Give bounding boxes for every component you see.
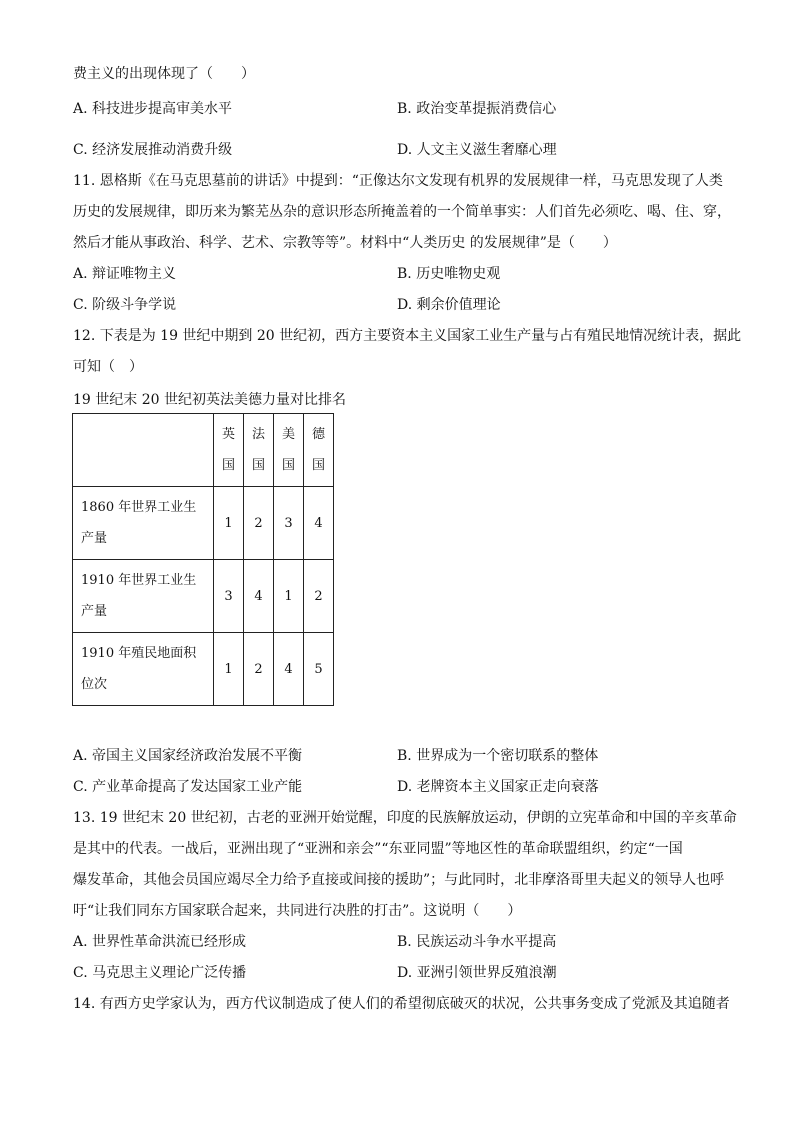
table-col-header: 德 国 <box>304 414 334 487</box>
q13-option-b[interactable]: B. 民族运动斗争水平提高 <box>397 934 557 950</box>
q12-option-d[interactable]: D. 老牌资本主义国家正走向衰落 <box>397 779 599 795</box>
table-row <box>73 560 334 633</box>
q13-option-a[interactable]: A. 世界性革命洪流已经形成 <box>73 934 247 950</box>
q10-option-c[interactable]: C. 经济发展推动消费升级 <box>73 142 233 158</box>
table-cell: 4 <box>274 633 304 706</box>
q11-stem-line-3: 然后才能从事政治、科学、艺术、宗教等等”。材料中“人类历史 的发展规律”是（ ） <box>73 235 617 251</box>
table-cell: 3 <box>274 487 304 560</box>
table-cell: 1 <box>214 487 244 560</box>
q12-option-b[interactable]: B. 世界成为一个密切联系的整体 <box>397 748 599 764</box>
q11-stem-line-1: 11. 恩格斯《在马克思墓前的讲话》中提到：“正像达尔文发现有机界的发展规律一样，马克思发现了人类 <box>73 173 723 189</box>
q11-option-a[interactable]: A. 辩证唯物主义 <box>73 266 177 282</box>
q13-stem-line-4: 吁“让我们同东方国家联合起来，共同进行决胜的打击”。这说明（ ） <box>73 903 522 919</box>
q10-stem-tail: 费主义的出现体现了（ ） <box>73 66 255 82</box>
table-cell: 4 <box>304 487 334 560</box>
q11-option-b[interactable]: B. 历史唯物史观 <box>397 266 501 282</box>
q11-option-d[interactable]: D. 剩余价值理论 <box>397 297 501 313</box>
table-col-header: 法 国 <box>244 414 274 487</box>
ranking-table <box>72 413 334 706</box>
table-cell: 1 <box>274 560 304 633</box>
q12-option-c[interactable]: C. 产业革命提高了发达国家工业产能 <box>73 779 303 795</box>
q12-stem-line-2: 可知（ ） <box>73 359 143 375</box>
q13-stem-line-2: 是其中的代表。一战后，亚洲出现了“亚洲和亲会”“东亚同盟”等地区性的革命联盟组织，约定“一国 <box>73 841 683 857</box>
q14-stem-line-1: 14. 有西方史学家认为，西方代议制造成了使人们的希望彻底破灭的状况，公共事务变成了党派及其追随者 <box>73 996 730 1012</box>
table-cell: 2 <box>304 560 334 633</box>
q13-option-c[interactable]: C. 马克思主义理论广泛传播 <box>73 965 247 981</box>
q11-stem-line-2: 历史的发展规律，即历来为繁芜丛杂的意识形态所掩盖着的一个简单事实：人们首先必须吃、喝、住、穿， <box>73 204 731 220</box>
q11-option-c[interactable]: C. 阶级斗争学说 <box>73 297 177 313</box>
q10-option-d[interactable]: D. 人文主义滋生奢靡心理 <box>397 142 557 158</box>
table-cell: 2 <box>244 487 274 560</box>
q13-stem-line-1: 13. 19 世纪末 20 世纪初，古老的亚洲开始觉醒，印度的民族解放运动，伊朗的立宪革命和中国的辛亥革命 <box>73 810 737 826</box>
table-cell: 1 <box>214 633 244 706</box>
table-row-label: 1910 年世界工业生 产量 <box>73 560 214 633</box>
table-cell: 3 <box>214 560 244 633</box>
table-row <box>73 487 334 560</box>
q13-stem-line-3: 爆发革命，其他会员国应竭尽全力给予直接或间接的援助”；与此同时，北非摩洛哥里夫起义的领导人也呼 <box>73 872 725 888</box>
q13-option-d[interactable]: D. 亚洲引领世界反殖浪潮 <box>397 965 557 981</box>
table-cell: 5 <box>304 633 334 706</box>
q12-stem-line-1: 12. 下表是为 19 世纪中期到 20 世纪初，西方主要资本主义国家工业生产量与占有殖民地情况统计表，据此 <box>73 328 742 344</box>
q12-table-caption: 19 世纪末 20 世纪初英法美德力量对比排名 <box>73 392 346 408</box>
q10-option-b[interactable]: B. 政治变革提振消费信心 <box>397 101 557 117</box>
table-col-header: 美 国 <box>274 414 304 487</box>
table-cell: 4 <box>244 560 274 633</box>
q10-option-a[interactable]: A. 科技进步提高审美水平 <box>73 101 233 117</box>
table-row-label: 1860 年世界工业生 产量 <box>73 487 214 560</box>
table-corner-cell <box>73 414 214 487</box>
q12-option-a[interactable]: A. 帝国主义国家经济政治发展不平衡 <box>73 748 303 764</box>
table-row <box>73 633 334 706</box>
table-col-header: 英 国 <box>214 414 244 487</box>
table-header-row <box>73 414 334 487</box>
table-cell: 2 <box>244 633 274 706</box>
table-row-label: 1910 年殖民地面积 位次 <box>73 633 214 706</box>
